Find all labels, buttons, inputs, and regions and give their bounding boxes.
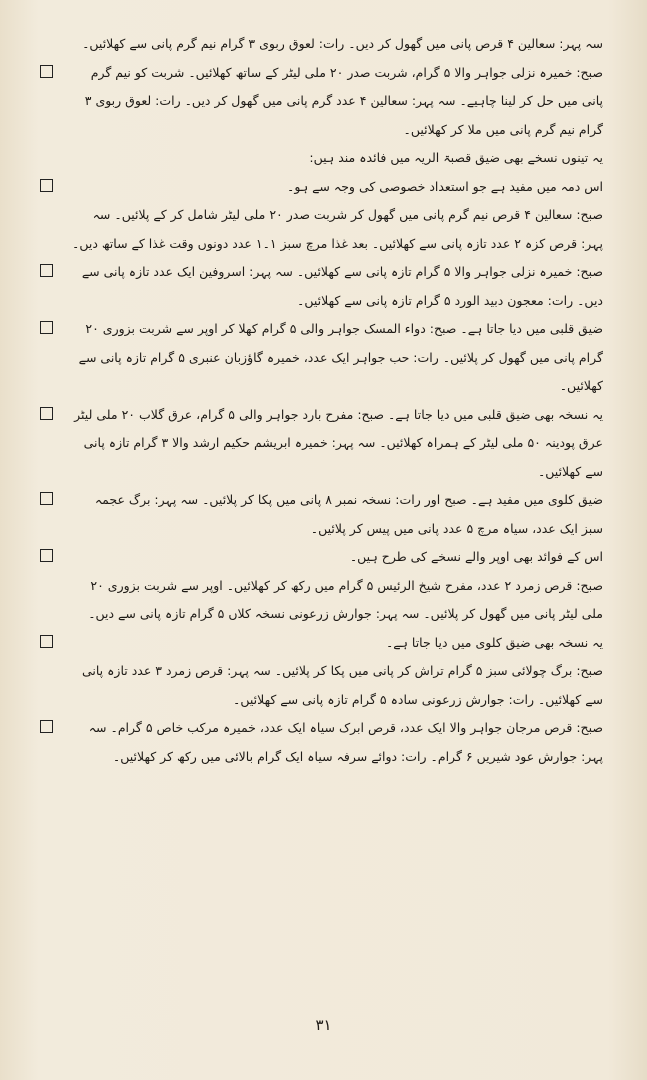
paragraph-1	[40, 30, 603, 59]
paragraph-13	[40, 657, 603, 714]
paragraph-5	[40, 201, 603, 258]
paragraph-10	[40, 543, 603, 572]
paragraph-text: اس کے فوائد بھی اوپر والے نسخے کی طرح ہیں۔	[349, 549, 603, 564]
checkbox[interactable]	[40, 65, 53, 78]
paragraph-text: صبح: قرص زمرد ۲ عدد، مفرح شیخ الرئیس ۵ گرام میں رکھ کر کھلائیں۔ اوپر سے شربت بزوری ۲۰ ملی لیٹر پانی میں گھول کر پلائیں۔ سہ پہر: جوارش زرعونی نسخہ کلاں ۵ گرام تازہ پانی سے دیں۔	[88, 577, 603, 621]
paragraph-text: یہ نسخہ بھی ضیق کلوی میں دیا جاتا ہے۔	[385, 634, 603, 650]
checkbox[interactable]	[40, 407, 53, 420]
paragraph-text: ضیق قلبی میں دیا جاتا ہے۔ صبح: دواء المسک جواہر والی ۵ گرام کھلا کر اوپر سے شربت بزوری ۲۰ گرام پانی میں گھول کر پلائیں۔ رات: حب جواہر ایک عدد، خمیرہ گاؤزبان عنبری ۵ گرام تازہ پانی سے کھلائیں۔	[78, 321, 603, 393]
paragraph-3	[40, 144, 603, 173]
paragraph-text: صبح: قرص مرجان جواہر والا ایک عدد، قرص ابرک سیاہ ایک عدد، خمیرہ مرکب خاص ۵ گرام۔ سہ پہر: جوارش عود شیریں ۶ گرام۔ رات: دوائے سرفہ سیاہ ایک گرام بالائی میں رکھ کر کھلائیں۔	[88, 720, 603, 764]
checkbox[interactable]	[40, 264, 53, 277]
paragraph-6	[40, 258, 603, 315]
paragraph-text: صبح: برگ چولائی سبز ۵ گرام تراش کر پانی میں پکا کر پلائیں۔ سہ پہر: قرص زمرد ۳ عدد تازہ پانی سے کھلائیں۔ رات: جوارش زرعونی سادہ ۵ گرام تازہ پانی سے کھلائیں۔	[81, 663, 603, 707]
paragraph-9	[40, 486, 603, 543]
page-content	[40, 30, 603, 771]
checkbox[interactable]	[40, 179, 53, 192]
page-number: ۳۱	[315, 1016, 332, 1034]
paragraph-12	[40, 629, 603, 658]
checkbox[interactable]	[40, 492, 53, 505]
paragraph-11	[40, 572, 603, 629]
paragraph-8	[40, 401, 603, 487]
paragraph-text: صبح: خمیرہ نزلی جواہر والا ۵ گرام، شربت صدر ۲۰ ملی لیٹر کے ساتھ کھلائیں۔ شربت کو نیم گرم پانی میں حل کر لینا چاہیے۔ سہ پہر: سعالین ۴ عدد گرم پانی میں گھول کر دیں۔ رات: لعوق ربوی ۳ گرام نیم گرم پانی میں ملا کر کھلائیں۔	[84, 64, 603, 137]
paragraph-2	[40, 59, 603, 145]
checkbox[interactable]	[40, 549, 53, 562]
paragraph-text: اس دمہ میں مفید ہے جو استعداد خصوصی کی وجہ سے ہو۔	[287, 178, 603, 194]
paragraph-7	[40, 315, 603, 401]
paragraph-text: صبح: سعالین ۴ قرص نیم گرم پانی میں گھول کر شربت صدر ۲۰ ملی لیٹر شامل کر کے پلائیں۔ سہ پہر: قرص کزہ ۲ عدد تازہ پانی سے کھلائیں۔ بعد غذا مرچ سبز ۱۔۱ عدد دونوں وقت غذا کے ساتھ دیں۔	[72, 207, 603, 251]
paragraph-4	[40, 173, 603, 202]
checkbox[interactable]	[40, 720, 53, 733]
paragraph-14	[40, 714, 603, 771]
checkbox[interactable]	[40, 635, 53, 648]
paragraph-text: صبح: خمیرہ نزلی جواہر والا ۵ گرام تازہ پانی سے کھلائیں۔ سہ پہر: اسروفین ایک عدد تازہ پانی سے دیں۔ رات: معجون دبید الورد ۵ گرام تازہ پانی سے کھلائیں۔	[81, 264, 603, 308]
paragraph-text: سہ پہر: سعالین ۴ قرص پانی میں گھول کر دیں۔ رات: لعوق ربوی ۳ گرام نیم گرم پانی سے کھلائیں۔	[82, 36, 603, 51]
paragraph-text: یہ تینوں نسخے بھی ضیق قصبۃ الریہ میں فائدہ مند ہیں:	[309, 150, 603, 165]
paragraph-text: ضیق کلوی میں مفید ہے۔ صبح اور رات: نسخہ نمبر ۸ پانی میں پکا کر پلائیں۔ سہ پہر: برگ عجمہ سبز ایک عدد، سیاہ مرچ ۵ عدد پانی میں پیس کر پلائیں۔	[94, 492, 603, 536]
checkbox[interactable]	[40, 321, 53, 334]
paragraph-text: یہ نسخہ بھی ضیق قلبی میں دیا جاتا ہے۔ صبح: مفرح بارد جواہر والی ۵ گرام، عرق گلاب ۲۰ ملی لیٹر عرق پودینہ ۵۰ ملی لیٹر کے ہمراہ کھلائیں۔ سہ پہر: خمیرہ ابریشم حکیم ارشد والا ۳ گرام تازہ پانی سے کھلائیں۔	[74, 406, 603, 479]
